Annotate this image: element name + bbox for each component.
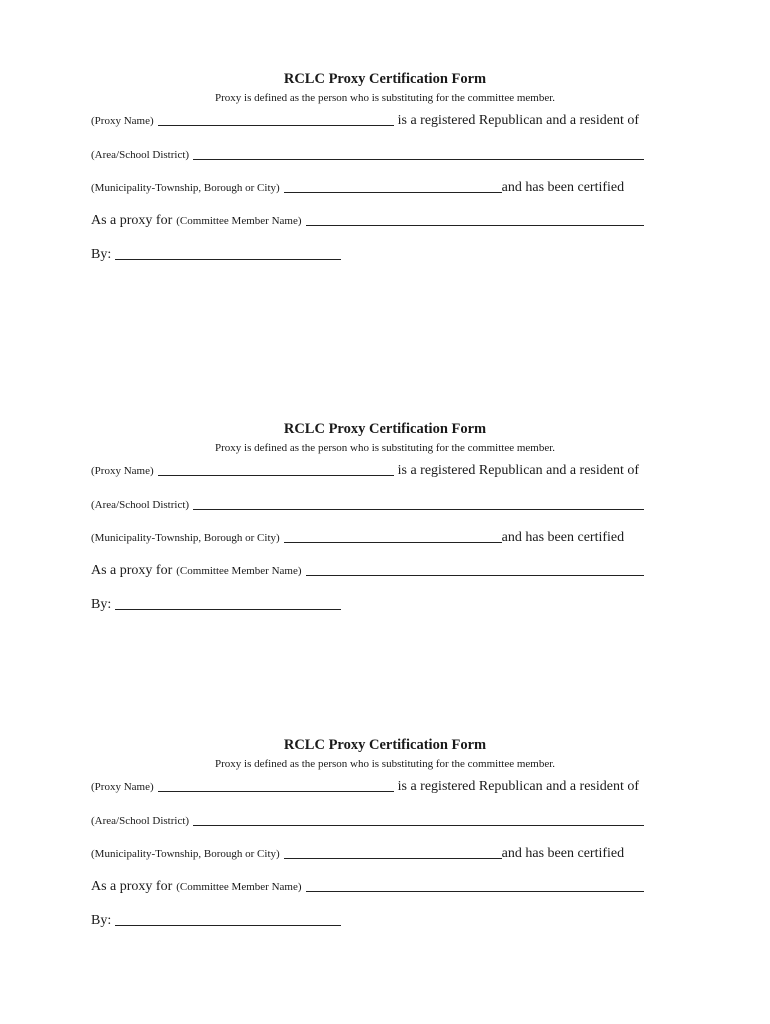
- committee-member-field[interactable]: [306, 891, 644, 892]
- proxy-name-field[interactable]: [158, 125, 394, 126]
- proxy-name-line: [91, 111, 639, 129]
- area-line: [91, 811, 644, 829]
- committee-member-field[interactable]: [306, 225, 644, 226]
- municipality-line: [91, 178, 624, 196]
- form-subtitle: Proxy is defined as the person who is substituting for the committee member.: [214, 758, 556, 770]
- proxy-name-field[interactable]: [158, 791, 394, 792]
- certified-text: and has been certified: [501, 530, 625, 545]
- area-field[interactable]: [193, 159, 644, 160]
- as-proxy-text: As a proxy for: [91, 213, 173, 228]
- by-line: [91, 245, 341, 263]
- proxy-name-label: (Proxy Name): [91, 115, 154, 127]
- by-label: By:: [91, 597, 112, 612]
- form-subtitle: Proxy is defined as the person who is substituting for the committee member.: [214, 442, 556, 454]
- area-label: (Area/School District): [91, 499, 190, 511]
- certified-text: and has been certified: [501, 180, 625, 195]
- committee-member-line: [91, 211, 644, 229]
- committee-member-label: (Committee Member Name): [176, 881, 302, 893]
- proxy-name-line: [91, 777, 639, 795]
- by-field[interactable]: [115, 609, 341, 610]
- committee-member-label: (Committee Member Name): [176, 565, 302, 577]
- area-field[interactable]: [193, 509, 644, 510]
- area-line: [91, 145, 644, 163]
- form-subtitle: Proxy is defined as the person who is substituting for the committee member.: [214, 92, 556, 104]
- proxy-form-3: [0, 736, 770, 966]
- committee-member-line: [91, 561, 644, 579]
- area-label: (Area/School District): [91, 149, 190, 161]
- municipality-field[interactable]: [284, 192, 502, 193]
- proxy-form-1: [0, 70, 770, 300]
- committee-member-field[interactable]: [306, 575, 644, 576]
- by-field[interactable]: [115, 259, 341, 260]
- proxy-name-label: (Proxy Name): [91, 781, 154, 793]
- municipality-field[interactable]: [284, 542, 502, 543]
- proxy-form-2: [0, 420, 770, 650]
- municipality-label: (Municipality-Township, Borough or City): [91, 182, 280, 194]
- as-proxy-text: As a proxy for: [91, 879, 173, 894]
- area-label: (Area/School District): [91, 815, 190, 827]
- municipality-line: [91, 844, 624, 862]
- form-title: RCLC Proxy Certification Form: [283, 71, 487, 87]
- by-line: [91, 911, 341, 929]
- proxy-name-line: [91, 461, 639, 479]
- resident-text: is a registered Republican and a resident of: [397, 779, 640, 794]
- area-field[interactable]: [193, 825, 644, 826]
- resident-text: is a registered Republican and a resident of: [397, 463, 640, 478]
- municipality-field[interactable]: [284, 858, 502, 859]
- by-label: By:: [91, 247, 112, 262]
- by-label: By:: [91, 913, 112, 928]
- municipality-label: (Municipality-Township, Borough or City): [91, 532, 280, 544]
- committee-member-line: [91, 877, 644, 895]
- as-proxy-text: As a proxy for: [91, 563, 173, 578]
- proxy-name-field[interactable]: [158, 475, 394, 476]
- area-line: [91, 495, 644, 513]
- resident-text: is a registered Republican and a resident of: [397, 113, 640, 128]
- by-line: [91, 595, 341, 613]
- form-title: RCLC Proxy Certification Form: [283, 421, 487, 437]
- by-field[interactable]: [115, 925, 341, 926]
- municipality-label: (Municipality-Township, Borough or City): [91, 848, 280, 860]
- municipality-line: [91, 528, 624, 546]
- certified-text: and has been certified: [501, 846, 625, 861]
- proxy-name-label: (Proxy Name): [91, 465, 154, 477]
- form-title: RCLC Proxy Certification Form: [283, 737, 487, 753]
- committee-member-label: (Committee Member Name): [176, 215, 302, 227]
